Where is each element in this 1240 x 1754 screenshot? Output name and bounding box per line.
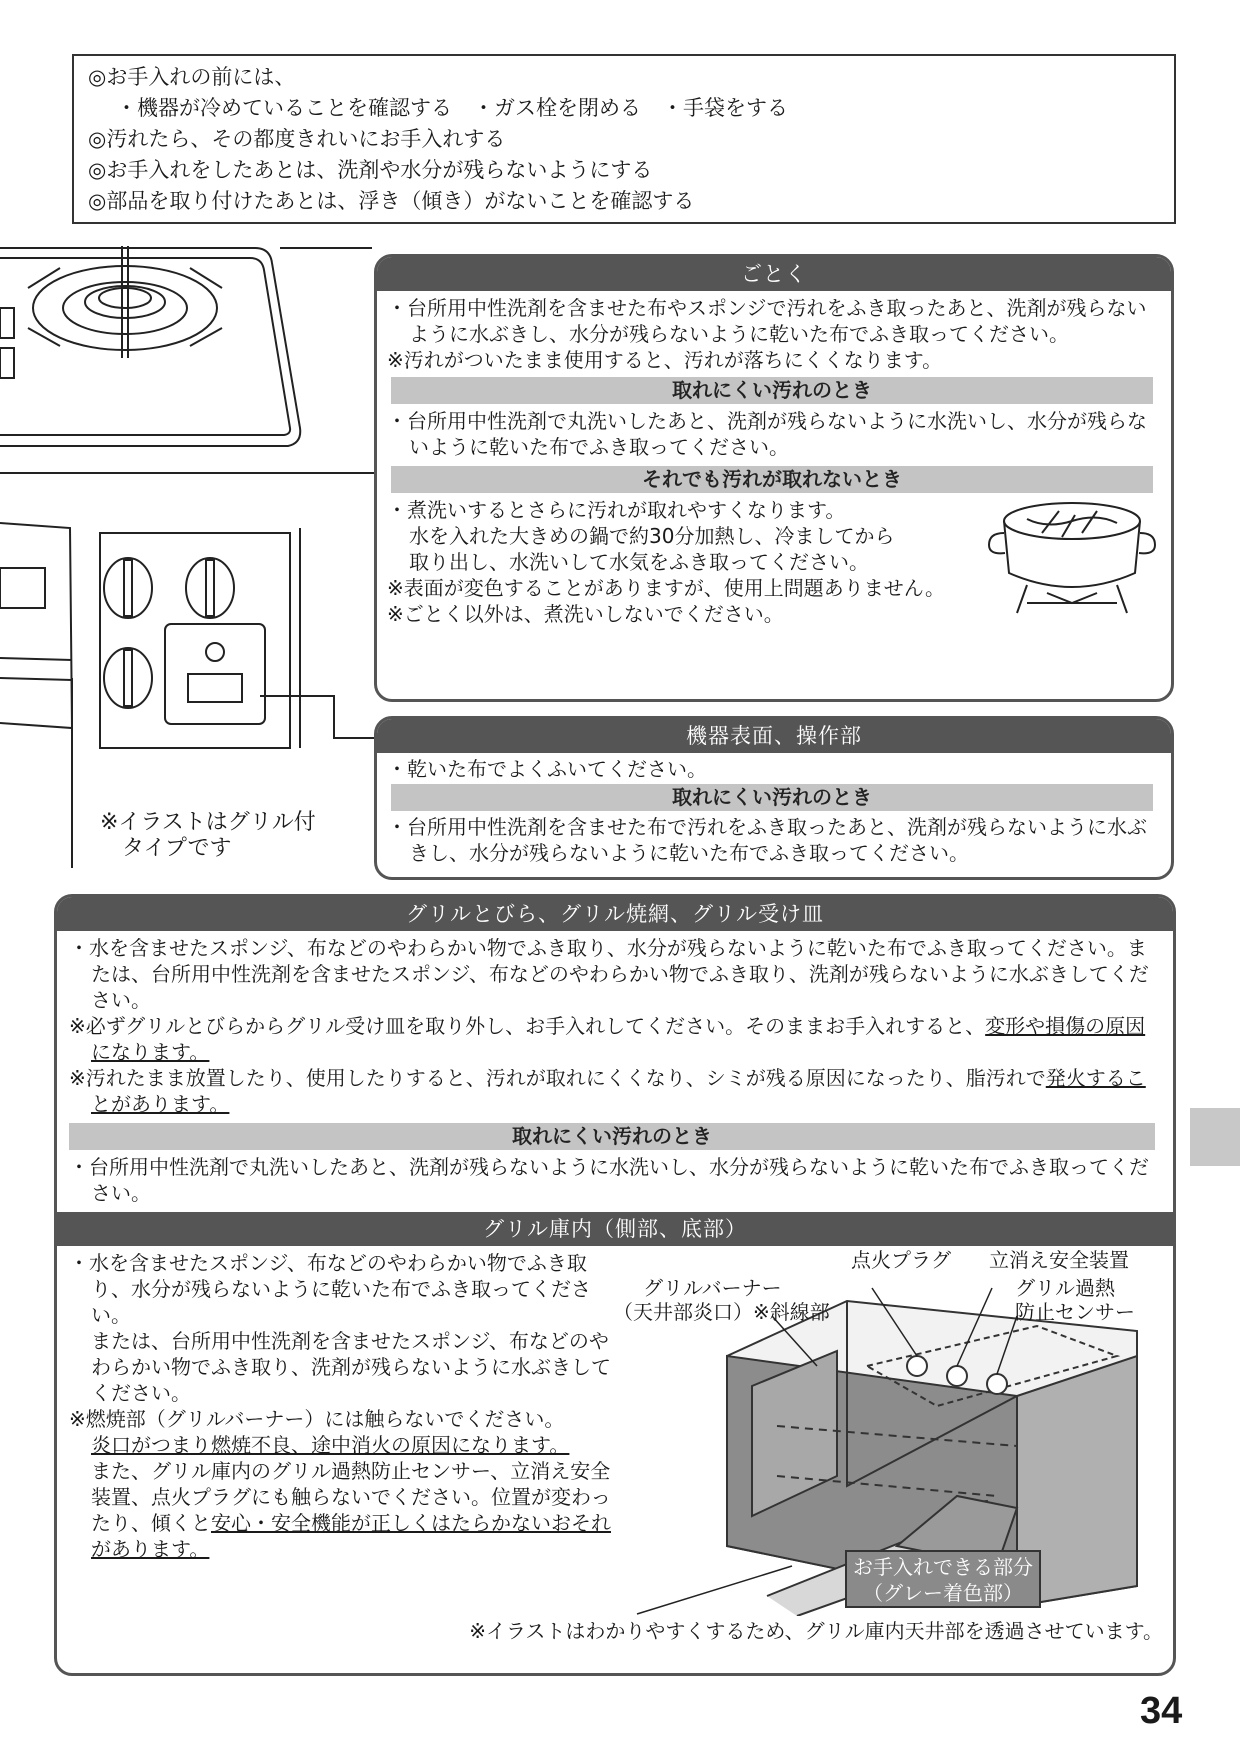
pot-illustration bbox=[987, 493, 1157, 623]
bullet-text: ・台所用中性洗剤を含ませた布やスポンジで汚れをふき取ったあと、洗剤が残らないように水ぶきし、水分が残らないように乾いた布でふき取ってください。 bbox=[387, 296, 1147, 346]
note-text bbox=[69, 1458, 617, 1562]
section-title: グリル庫内（側部、底部） bbox=[57, 1212, 1173, 1246]
bullet-text: ・煮洗いするとさらに汚れが取れやすくなります。 bbox=[387, 498, 846, 522]
cleanable-area-line: お手入れできる部分 bbox=[853, 1555, 1033, 1579]
bullet-text: ・台所用中性洗剤を含ませた布で汚れをふき取ったあと、洗剤が残らないように水ぶきし、水分が残らないように乾いた布でふき取ってください。 bbox=[387, 815, 1147, 865]
note-text bbox=[69, 1065, 1155, 1117]
note-text: ※表面が変色することがありますが、使用上問題ありません。 bbox=[387, 576, 945, 600]
note-text-underlined: 炎口がつまり燃焼不良、途中消火の原因になります。 bbox=[91, 1433, 570, 1457]
sub-heading: 取れにくい汚れのとき bbox=[69, 1123, 1155, 1150]
bullet-text: ・水を含ませたスポンジ、布などのやわらかい物でふき取り、水分が残らないように乾いた布でふき取ってください。 bbox=[69, 1251, 591, 1327]
note-text: ※燃焼部（グリルバーナー）には触らないでください。 bbox=[69, 1407, 565, 1431]
note-text-part: ※汚れたまま放置したり、使用したりすると、汚れが取れにくくなり、シミが残る原因になったり、脂汚れで bbox=[69, 1066, 1046, 1090]
page-number: 34 bbox=[1140, 1690, 1183, 1732]
sub-heading: 取れにくい汚れのとき bbox=[391, 784, 1153, 811]
cleanable-area-line: （グレー着色部） bbox=[863, 1581, 1023, 1605]
bullet-text: ・台所用中性洗剤で丸洗いしたあと、洗剤が残らないように水洗いし、水分が残らないように乾いた布でふき取ってください。 bbox=[387, 409, 1147, 459]
label-ignition-plug: 点火プラグ bbox=[851, 1248, 951, 1272]
label-grill-burner: グリルバーナー bbox=[643, 1276, 782, 1300]
note-text-underlined: 変形や損傷の原因になります。 bbox=[91, 1014, 1146, 1064]
label-flame-safety: 立消え安全装置 bbox=[989, 1248, 1129, 1272]
bullet-text: ・水を含ませたスポンジ、布などのやわらかい物でふき取り、水分が残らないように乾いた布でふき取ってください。または、台所用中性洗剤を含ませたスポンジ、布などのやわらかい物でふき取り、洗剤が残らないように水ぶきしてください。 bbox=[69, 936, 1149, 1012]
page-index-tab bbox=[1190, 1108, 1240, 1166]
note-text-underlined: 安心・安全機能が正しくはたらかないおそれがあります。 bbox=[91, 1511, 611, 1561]
note-text: ※汚れがついたまま使用すると、汚れが落ちにくくなります。 bbox=[387, 348, 943, 372]
note-text-underlined: 発火することがあります。 bbox=[91, 1066, 1146, 1116]
section-title: グリルとびら、グリル焼網、グリル受け皿 bbox=[57, 897, 1173, 931]
note-text-part: また、グリル庫内のグリル過熱防止センサー、立消え安全装置、点火プラグにも触らないでください。位置が変わったり、傾くと bbox=[91, 1459, 611, 1535]
notice-line: ◎汚れたら、その都度きれいにお手入れする bbox=[88, 127, 506, 151]
bullet-text: 水を入れた大きめの鍋で約30分加熱し、冷ましてから bbox=[409, 524, 895, 548]
bullet-text: または、台所用中性洗剤を含ませたスポンジ、布などのやわらかい物でふき取り、洗剤が残らないように水ぶきしてください。 bbox=[91, 1329, 611, 1405]
label-overheat-sensor: グリル過熱 bbox=[1015, 1276, 1115, 1300]
notice-line: ◎部品を取り付けたあとは、浮き（傾き）がないことを確認する bbox=[88, 189, 695, 213]
label-overheat-sensor-sub: 防止センサー bbox=[1015, 1300, 1135, 1324]
bullet-text: ・台所用中性洗剤で丸洗いしたあと、洗剤が残らないように水洗いし、水分が残らないように乾いた布でふき取ってください。 bbox=[69, 1155, 1149, 1205]
section-title: ごとく bbox=[377, 257, 1171, 291]
notice-line: ◎お手入れの前には、 bbox=[88, 65, 296, 89]
label-grill-burner-sub: （天井部炎口）※斜線部 bbox=[613, 1300, 830, 1324]
note-text: ※ごとく以外は、煮洗いしないでください。 bbox=[387, 602, 784, 626]
bullet-text: 取り出し、水洗いして水気をふき取ってください。 bbox=[409, 550, 869, 574]
cleanable-area-label bbox=[845, 1550, 1041, 1608]
sub-heading: それでも汚れが取れないとき bbox=[391, 466, 1153, 493]
section-title: 機器表面、操作部 bbox=[377, 719, 1171, 753]
bullet-text: ・乾いた布でよくふいてください。 bbox=[387, 757, 707, 781]
note-text bbox=[69, 1013, 1155, 1065]
sub-heading: 取れにくい汚れのとき bbox=[391, 377, 1153, 404]
stove-illustration bbox=[0, 228, 380, 868]
gotoku-section bbox=[374, 254, 1174, 702]
illustration-footnote: ※イラストはわかりやすくするため、グリル庫内天井部を透過させています。 bbox=[469, 1619, 1163, 1643]
illustration-note-line: ※イラストはグリル付 bbox=[100, 810, 316, 835]
notice-line: ・機器が冷めていることを確認する ・ガス栓を閉める ・手袋をする bbox=[116, 96, 788, 120]
precaution-box bbox=[72, 54, 1176, 224]
notice-line: ◎お手入れをしたあとは、洗剤や水分が残らないようにする bbox=[88, 158, 653, 182]
surface-controls-section bbox=[374, 716, 1174, 880]
note-text-part: ※必ずグリルとびらからグリル受け皿を取り外し、お手入れしてください。そのままお手入れすると、 bbox=[69, 1014, 986, 1038]
illustration-note bbox=[100, 810, 316, 862]
illustration-note-line: タイプです bbox=[122, 836, 232, 861]
grill-section bbox=[54, 894, 1176, 1676]
